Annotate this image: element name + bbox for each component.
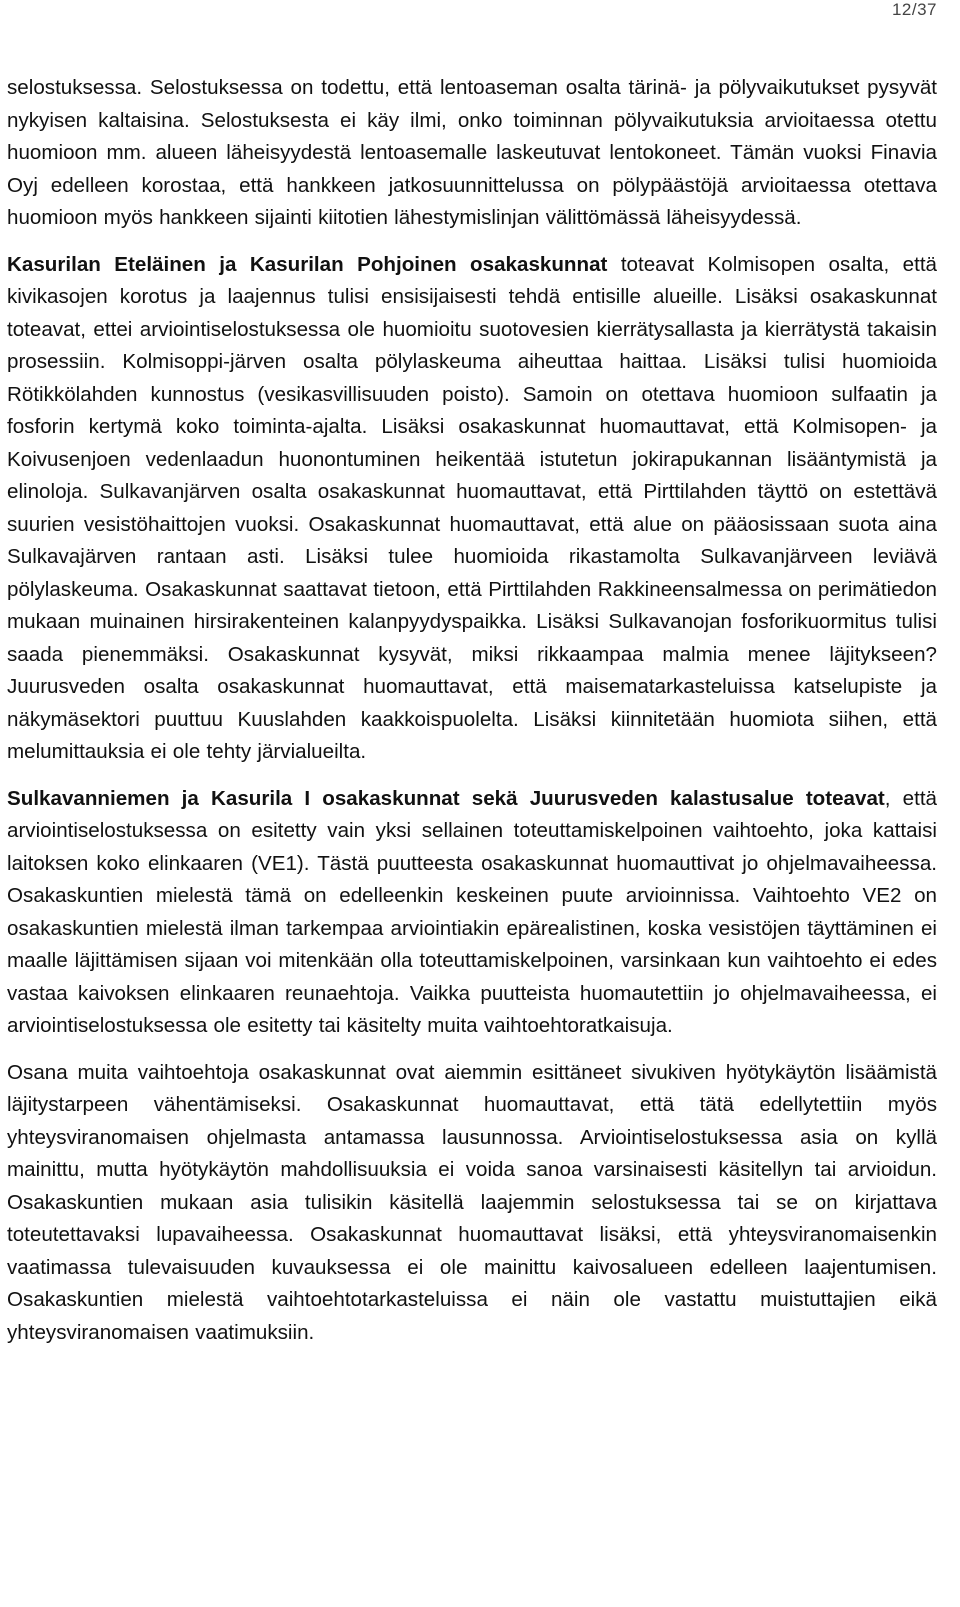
paragraph-text: , että arviointiselostuksessa on esitetty vain yksi sellainen toteuttamiskelpoinen vaihtoehto, joka kattaisi laitoksen koko elinkaaren (VE1). Tästä puutteesta osakaskunnat huomauttivat jo ohjelmavaiheessa. Osakaskuntien mielestä tämä on edelleenkin keskeinen puute arvioinnissa. Vaihtoehto VE2 on osakaskuntien mielestä ilman tarkempaa arviointiakin epärealistinen, koska vesistöjen täyttäminen ei maalle läjittämisen sijaan voi mitenkään olla toteuttamiskelpoinen, varsinkaan kun vaihtoehto ei edes vastaa kaivoksen elinkaaren reunaehtoja. Vaikka puutteista huomautettiin jo ohjelmavaiheessa, ei arviointiselostuksessa ole esitetty tai käsitelty muita vaihtoehtoratkaisuja.	[7, 786, 937, 1037]
paragraph-text: toteavat Kolmisopen osalta, että kivikasojen korotus ja laajennus tulisi ensisijaisesti tehdä entisille alueille. Lisäksi osakaskunnat toteavat, ettei arviointiselostuksessa ole huomioitu suotovesien kierrätysallasta ja kierrätystä takaisin prosessiin. Kolmisoppi-järven osalta pölylaskeuma aiheuttaa haittaa. Lisäksi tulisi huomioida Rötikkölahden kunnostus (vesikasvillisuuden poisto). Samoin on otettava huomioon sulfaatin ja fosforin kertymä koko toiminta-ajalta. Lisäksi osakaskunnat huomauttavat, että Kolmisopen- ja Koivusenjoen vedenlaadun huonontuminen heikentää istutetun jokirapukannan lisääntymistä ja elinoloja. Sulkavanjärven osalta osakaskunnat huomauttavat, että Pirttilahden täyttö on estettävä suurien vesistöhaittojen vuoksi. Osakaskunnat huomauttavat, että alue on pääosissaan suota aina Sulkavajärven rantaan asti. Lisäksi tulee huomioida rikastamolta Sulkavanjärveen leviävä pölylaskeuma. Osakaskunnat saattavat tietoon, että Pirttilahden Rakkineensalmessa on perimätiedon mukaan muinainen hirsirakenteinen kalanpyydyspaikka. Lisäksi Sulkavanojan fosforikuormitus tulisi saada pienemmäksi. Osakaskunnat kysyvät, miksi rikkaampaa malmia menee läjitykseen? Juurusveden osalta osakaskunnat huomauttavat, että maisematarkasteluissa katselupiste ja näkymäsektori puuttuu Kuuslahden kaakkoispuolelta. Lisäksi kiinnitetään huomiota siihen, että melumittauksia ei ole tehty järvialueilta.	[7, 252, 937, 763]
paragraph-alternatives	[7, 1057, 937, 1350]
paragraph-finavia	[7, 72, 937, 235]
paragraph-sulkavanniemi-statement	[7, 783, 937, 1043]
paragraph-kasurila-statement	[7, 249, 937, 769]
paragraph-text: Osana muita vaihtoehtoja osakaskunnat ovat aiemmin esittäneet sivukiven hyötykäytön lisäämistä läjitystarpeen vähentämiseksi. Osakaskunnat huomauttavat, että tätä edellytettiin myös yhteysviranomaisen ohjelmasta antamassa lausunnossa. Arviointiselostuksessa asia on kyllä mainittu, mutta hyötykäytön mahdollisuuksia ei voida sanoa varsinaisesti käsitellyn tai arvioidun. Osakaskuntien mukaan asia tulisikin käsitellä laajemmin selostuksessa tai se on kirjattava toteutettavaksi lupavaiheessa. Osakaskunnat huomauttavat lisäksi, että yhteysviranomaisenkin vaatimassa tulevaisuuden kuvauksessa ei ole mainittu kaivosalueen edelleen laajentumisen. Osakaskuntien mielestä vaihtoehtotarkasteluissa ei näin ole vastattu muistuttajien eikä yhteysviranomaisen vaatimuksiin.	[7, 1060, 937, 1344]
document-body	[7, 72, 937, 1349]
paragraph-lead: Kasurilan Eteläinen ja Kasurilan Pohjoinen osakaskunnat	[7, 252, 608, 276]
paragraph-text: selostuksessa. Selostuksessa on todettu, että lentoaseman osalta tärinä- ja pölyvaikutukset pysyvät nykyisen kaltaisina. Selostuksesta ei käy ilmi, onko toiminnan pölyvaikutuksia arvioitaessa otettu huomioon mm. alueen läheisyydestä lentoasemalle laskeutuvat lentokoneet. Tämän vuoksi Finavia Oyj edelleen korostaa, että hankkeen jatkosuunnittelussa on pölypäästöjä arvioitaessa otettava huomioon myös hankkeen sijainti kiitotien lähestymislinjan välittömässä läheisyydessä.	[7, 76, 937, 229]
paragraph-lead: Sulkavanniemen ja Kasurila I osakaskunnat sekä Juurusveden kalastusalue toteavat	[7, 786, 885, 810]
page-number: 12/37	[891, 0, 937, 19]
